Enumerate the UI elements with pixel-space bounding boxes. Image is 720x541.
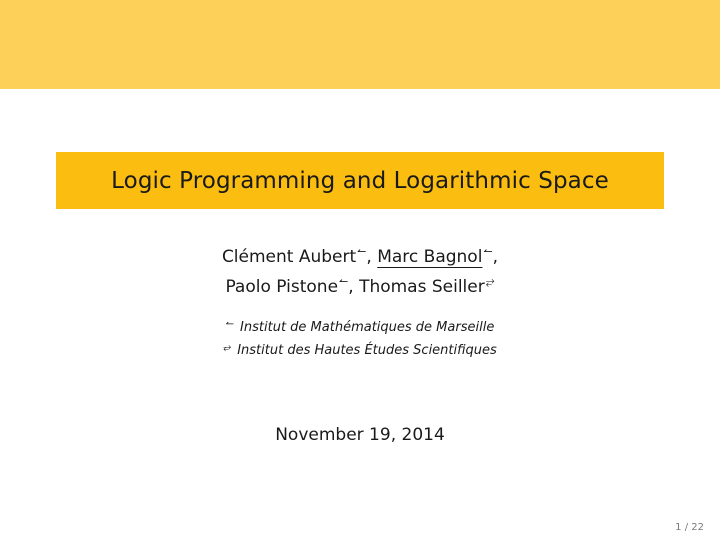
institute-name: Institut de Mathématiques de Marseille <box>240 320 495 335</box>
institute-name: Institut des Hautes Études Scientifiques <box>237 343 497 358</box>
affiliation-marker: ↼ <box>357 245 367 258</box>
page-number: 1 / 22 <box>675 522 704 533</box>
affiliation-marker: ⥂ <box>485 275 495 288</box>
presenting-author-name: Marc Bagnol <box>377 247 483 267</box>
headline-band <box>0 0 720 89</box>
institute-item <box>0 340 720 363</box>
author-name: Clément Aubert <box>221 247 357 267</box>
institute-item <box>0 317 720 340</box>
author-line-1 <box>0 243 720 273</box>
affiliation-marker: ↼ <box>483 245 493 258</box>
presentation-date: November 19, 2014 <box>275 425 445 445</box>
author-separator: , <box>366 247 378 267</box>
author-name: Thomas Seiller <box>359 277 485 297</box>
affiliation-marker: ↼ <box>225 319 235 330</box>
institute-list <box>0 317 720 363</box>
author-separator: , <box>492 247 499 267</box>
author-name: Paolo Pistone <box>225 277 339 297</box>
title-box <box>56 152 664 209</box>
author-line-2 <box>0 273 720 303</box>
author-list <box>0 243 720 303</box>
slide-title: Logic Programming and Logarithmic Space <box>111 167 609 194</box>
affiliation-marker: ↼ <box>339 275 349 288</box>
author-separator: , <box>348 277 360 297</box>
affiliation-marker: ⥂ <box>223 342 232 353</box>
